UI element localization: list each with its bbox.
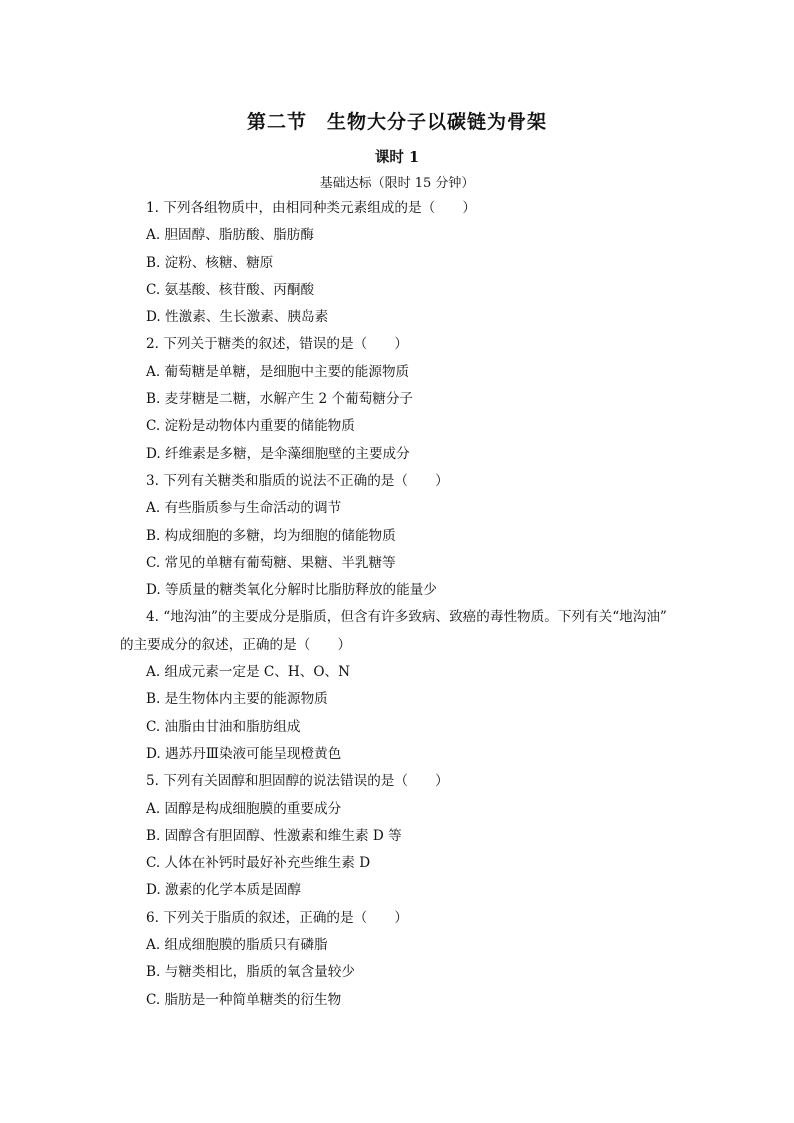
option-line: A. 组成元素一定是 C、H、O、N [146, 664, 351, 681]
option-line: B. 固醇含有胆固醇、性激素和维生素 D 等 [146, 827, 402, 844]
section-title: 第二节 生物大分子以碳链为骨架 [246, 111, 547, 133]
question-line: 3. 下列有关糖类和脂质的说法不正确的是（ ） [146, 472, 449, 489]
option-line: A. 固醇是构成细胞膜的重要成分 [146, 800, 342, 817]
option-line: C. 氨基酸、核苷酸、丙酮酸 [146, 281, 315, 298]
option-line: B. 构成细胞的多糖，均为细胞的储能物质 [146, 527, 396, 544]
option-line: D. 激素的化学本质是固醇 [146, 882, 301, 899]
option-line: A. 有些脂质参与生命活动的调节 [146, 500, 342, 517]
option-line: B. 是生物体内主要的能源物质 [146, 691, 328, 708]
option-line: A. 葡萄糖是单糖，是细胞中主要的能源物质 [146, 363, 410, 380]
option-line: C. 常见的单糖有葡萄糖、果糖、半乳糖等 [146, 554, 396, 571]
question-list [120, 195, 690, 1014]
question-line: 1. 下列各组物质中，由相同种类元素组成的是（ ） [146, 200, 476, 216]
option-line: C. 人体在补钙时最好补充些维生素 D [146, 855, 371, 872]
question-line: 6. 下列关于脂质的叙述，正确的是（ ） [146, 909, 408, 926]
option-line: D. 遇苏丹Ⅲ染液可能呈现橙黄色 [146, 745, 342, 762]
lesson-heading: 课时 1 [374, 149, 420, 166]
option-line: B. 与糖类相比，脂质的氧含量较少 [146, 964, 355, 981]
option-line: D. 性激素、生长激素、胰岛素 [146, 309, 329, 326]
exercise-subtitle: 基础达标（限时 15 分钟） [319, 176, 475, 191]
option-line: D. 纤维素是多糖，是伞藻细胞壁的主要成分 [146, 445, 410, 462]
option-line: C. 油脂由甘油和脂肪组成 [146, 718, 301, 735]
option-line: C. 淀粉是动物体内重要的储能物质 [146, 418, 355, 435]
question-line: 2. 下列关于糖类的叙述，错误的是（ ） [146, 336, 408, 353]
option-line: A. 组成细胞膜的脂质只有磷脂 [146, 937, 328, 954]
option-line: B. 淀粉、核糖、糖原 [146, 254, 274, 271]
question-line: 4. “地沟油”的主要成分是脂质，但含有许多致病、致癌的毒性物质。下列有关“地沟油” [146, 609, 667, 626]
option-line: C. 脂肪是一种简单糖类的衍生物 [146, 991, 342, 1008]
question-line: 5. 下列有关固醇和胆固醇的说法错误的是（ ） [146, 773, 449, 790]
option-line: A. 胆固醇、脂肪酸、脂肪酶 [146, 227, 314, 244]
option-line: B. 麦芽糖是二糖，水解产生 2 个葡萄糖分子 [146, 391, 414, 408]
question-continuation-line: 的主要成分的叙述，正确的是（ ） [120, 636, 352, 653]
option-line: D. 等质量的糖类氧化分解时比脂肪释放的能量少 [146, 582, 437, 599]
